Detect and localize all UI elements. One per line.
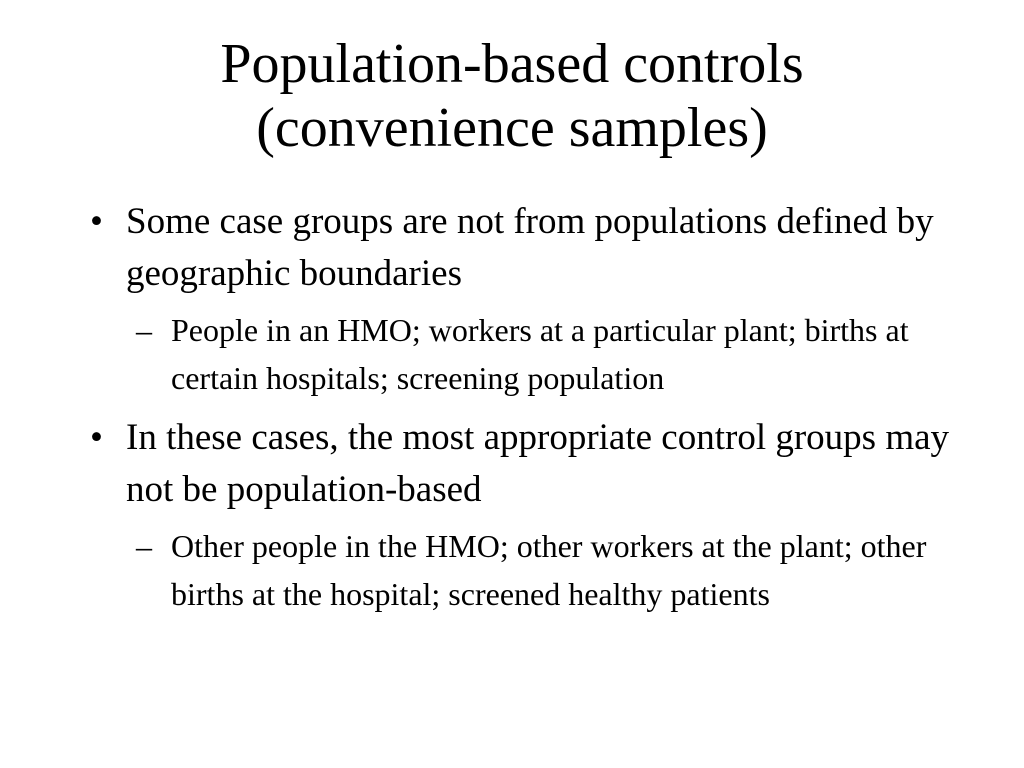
bullet-item-1 xyxy=(86,196,986,402)
bullet-text: In these cases, the most appropriate control groups may not be population-based xyxy=(126,417,950,510)
sub-bullet-text: People in an HMO; workers at a particular plant; births at certain hospitals; screening population xyxy=(171,312,909,396)
sub-bullet-list xyxy=(126,306,986,402)
bullet-text: Some case groups are not from populations defined by geographic boundaries xyxy=(126,201,934,294)
sub-bullet-item-2 xyxy=(126,522,986,618)
sub-bullet-marker: – xyxy=(136,312,152,348)
sub-bullet-marker: – xyxy=(136,528,152,564)
sub-bullet-text: Other people in the HMO; other workers at the plant; other births at the hospital; screened healthy patients xyxy=(171,528,927,612)
slide-title xyxy=(0,32,1024,160)
bullet-item-2 xyxy=(86,412,986,618)
slide-title-line-2: (convenience samples) xyxy=(256,97,768,159)
sub-bullet-item-1 xyxy=(126,306,986,402)
sub-bullet-list xyxy=(126,522,986,618)
bullet-marker: • xyxy=(90,201,103,242)
bullet-marker: • xyxy=(90,417,103,458)
slide-title-line-1: Population-based controls xyxy=(220,33,804,95)
bullet-list xyxy=(86,196,986,628)
